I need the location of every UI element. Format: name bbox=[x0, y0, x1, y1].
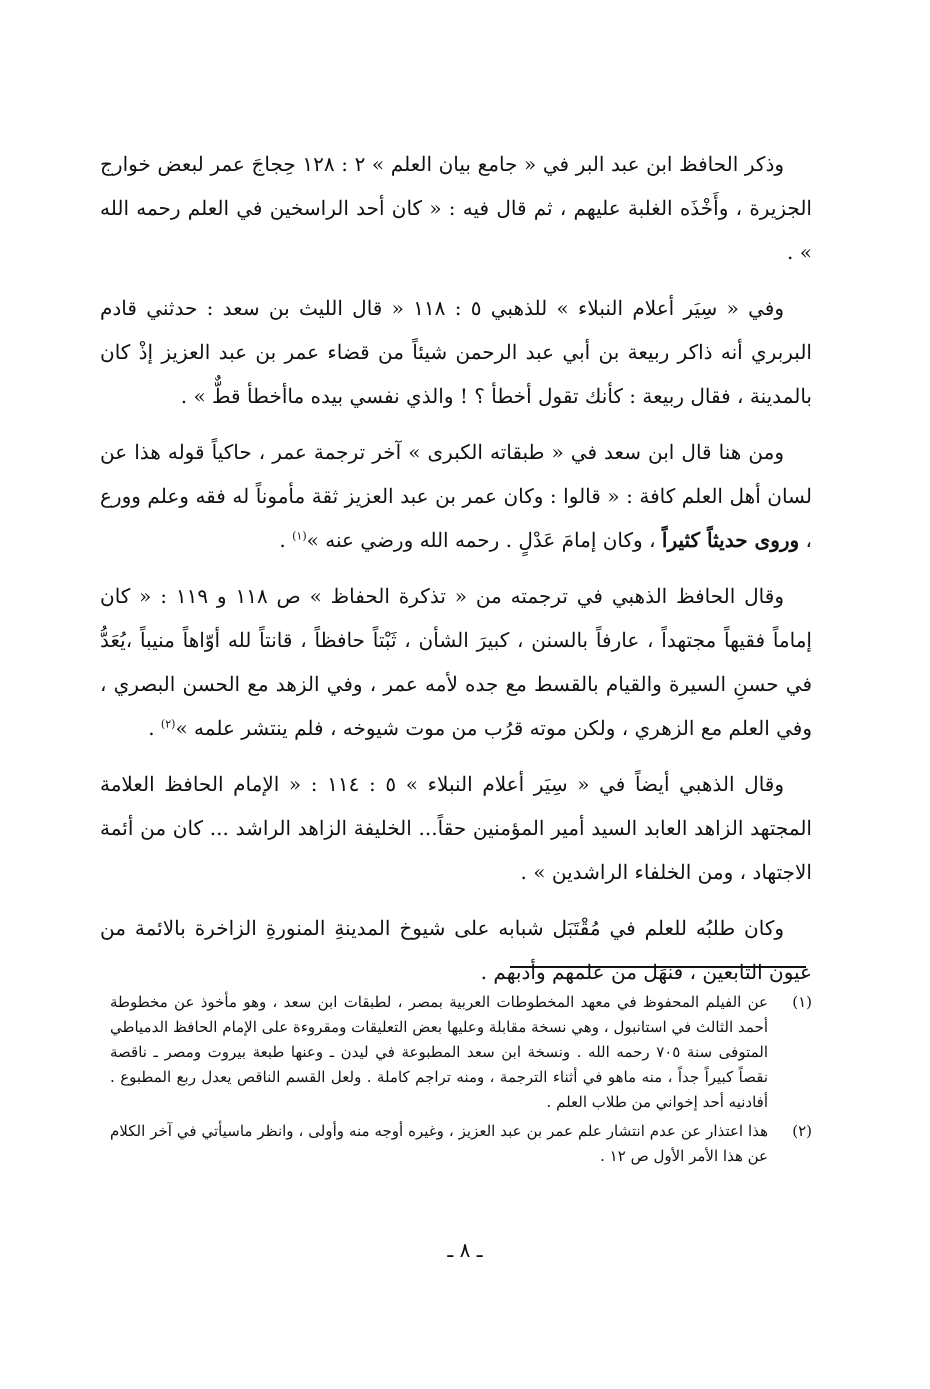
footnote-text: عن الفيلم المحفوظ في معهد المخطوطات العربية بمصر ، لطبقات ابن سعد ، وهو مأخوذ عن مخطوطة أحمد الثالث في استانبول ، وهي نسخة مقابلة وعليها بعض التعليقات ومقروءة على الإمام الحافظ الدمياطي المتوفى سنة ٧٠٥ رحمه الله . ونسخة ابن سعد المطبوعة في ليدن ـ وعنها طبعة بيروت ومصر ـ ناقصة نقصاً كبيراً جداً ، منه ماهو في أثناء الترجمة ، ومنه تراجم كاملة . ولعل القسم الناقص يعدل ربع المطبوع . أفادنيه أحد إخواني من طلاب العلم . bbox=[110, 993, 769, 1111]
footnote-2 bbox=[110, 1119, 812, 1169]
paragraph-3-bold: وروى حديثاً كثيراً bbox=[661, 528, 800, 552]
footnote-ref-2[interactable]: (٢) bbox=[160, 717, 176, 731]
paragraph-3-end: . bbox=[279, 528, 293, 552]
paragraph-1: وذكر الحافظ ابن عبد البر في « جامع بيان العلم » ٢ : ١٢٨ حِجاجَ عمر لبعض خوارج الجزيرة ، وأَخْذَه الغلبة عليهم ، ثم قال فيه : « كان أحد الراسخين في العلم رحمه الله » . bbox=[100, 152, 812, 264]
main-text bbox=[100, 142, 812, 1006]
footnote-text: هذا اعتذار عن عدم انتشار علم عمر بن عبد العزيز ، وغيره أوجه منه وأولى ، وانظر ماسيأتي في آخر الكلام عن هذا الأمر الأول ص ١٢ . bbox=[110, 1122, 768, 1165]
paragraph-4 bbox=[100, 574, 812, 750]
footnote-1 bbox=[110, 990, 812, 1115]
paragraph-2: وفي « سِيَر أعلام النبلاء » للذهبي ٥ : ١١٨ « قال الليث بن سعد : حدثني قادم البربري أنه ذاكر ربيعة بن أبي عبد الرحمن شيئاً من قضاء عمر بن عبد العزيز إذْ كان بالمدينة ، فقال ربيعة : كأنك تقول أخطأ ؟ ! والذي نفسي بيده ماأخطأ قطٌّ » . bbox=[100, 296, 812, 408]
footnote-number: (١) bbox=[792, 993, 812, 1011]
paragraph-5: وقال الذهبي أيضاً في « سِيَر أعلام النبلاء » ٥ : ١١٤ : « الإمام الحافظ العلامة المجتهد الزاهد العابد السيد أمير المؤمنين حقاً... الخليفة الزاهد الراشد ... كان من أئمة الاجتهاد ، ومن الخلفاء الراشدين » . bbox=[100, 772, 812, 884]
paragraph-3-part2: ، وكان إمامَ عَدْلٍ . رحمه الله ورضي عنه » bbox=[306, 528, 662, 552]
footnote-divider bbox=[510, 966, 806, 968]
paragraph-3-part1: ومن هنا قال ابن سعد في « طبقاته الكبرى » آخر ترجمة عمر ، حاكياً قوله هذا عن لسان أهل العلم كافة : « قالوا : وكان عمر بن عبد العزيز ثقة مأموناً له فقه وعلم وورع ، bbox=[100, 440, 812, 552]
paragraph-4-end: . bbox=[148, 716, 161, 740]
paragraph-3 bbox=[100, 430, 812, 562]
page-number: ـ ٨ ـ bbox=[447, 1238, 483, 1262]
paragraph-4-text: وقال الحافظ الذهبي في ترجمته من « تذكرة الحفاظ » ص ١١٨ و ١١٩ : « كان إماماً فقيهاً مجتهداً ، عارفاً بالسنن ، كبيرَ الشأن ، ثَبْتاً حافظاً ، قانتاً لله أوّاهاً منيباً ،يُعَدُّ في حسنِ السيرة والقيام بالقسط مع جده لأمه عمر ، وفي الزهد مع الحسن البصري ، وفي العلم مع الزهري ، ولكن موته قرُب من موت شيوخه ، فلم ينتشر علمه » bbox=[100, 584, 812, 740]
footnotes bbox=[110, 990, 812, 1173]
footnote-ref-1[interactable]: (١) bbox=[292, 529, 307, 543]
footnote-number: (٢) bbox=[792, 1122, 812, 1140]
paragraph-6: وكان طلبُه للعلم في مُقْتَبَل شبابه على شيوخ المدينةِ المنورةِ الزاخرة بالائمة من عيون التابعين ، فنهَل من علمهم وأدبهم . bbox=[100, 916, 812, 984]
